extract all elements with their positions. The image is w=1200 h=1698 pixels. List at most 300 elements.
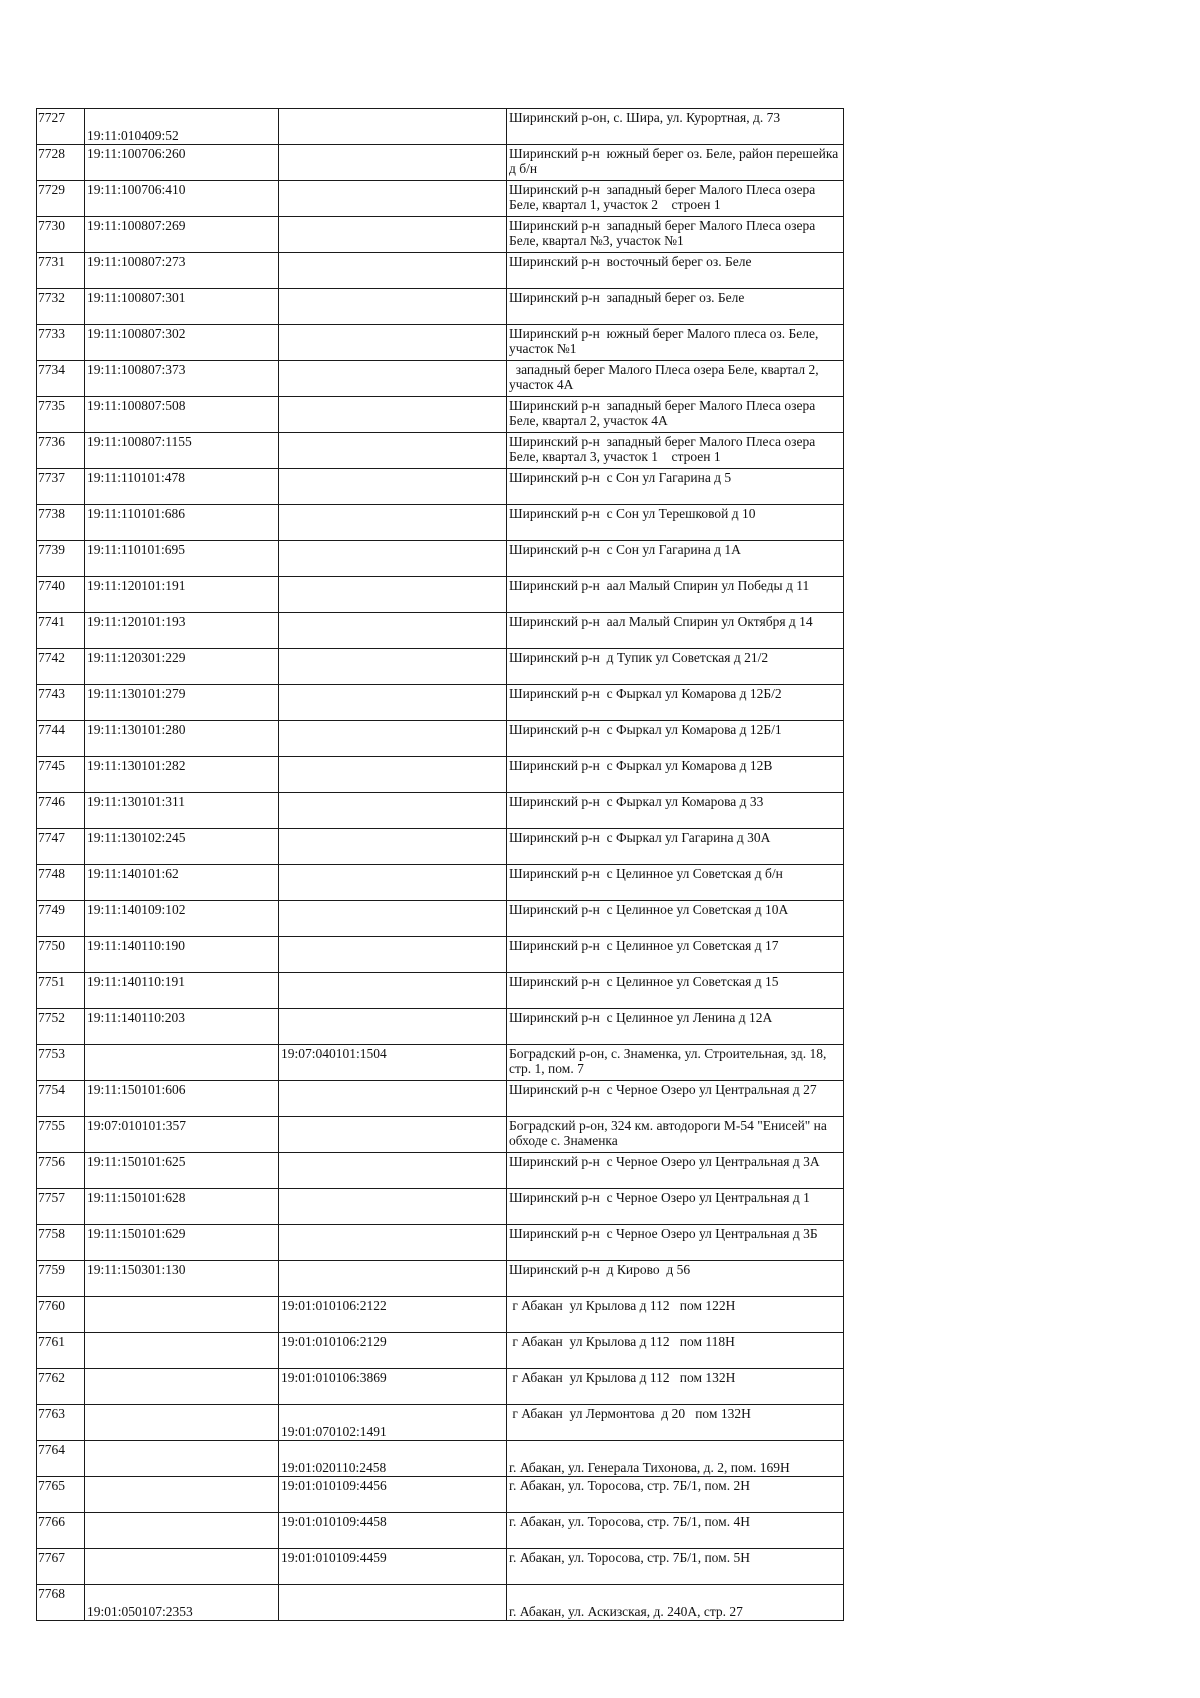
cadastral-number-alt-cell xyxy=(279,109,507,145)
address-cell xyxy=(507,649,844,685)
row-number-cell-text: 7760 xyxy=(38,1298,65,1313)
row-number-cell-text: 7741 xyxy=(38,614,65,629)
cadastral-number-alt-cell xyxy=(279,1117,507,1153)
address-cell xyxy=(507,109,844,145)
cadastral-number-cell xyxy=(85,685,279,721)
cadastral-number-alt-cell xyxy=(279,685,507,721)
cadastral-number-alt-cell xyxy=(279,649,507,685)
table-row xyxy=(37,1333,844,1369)
row-number-cell xyxy=(37,685,85,721)
table-row xyxy=(37,289,844,325)
row-number-cell xyxy=(37,1225,85,1261)
row-number-cell xyxy=(37,1477,85,1513)
cadastral-number-alt-cell xyxy=(279,253,507,289)
cadastral-number-cell xyxy=(85,1225,279,1261)
address-cell xyxy=(507,469,844,505)
row-number-cell xyxy=(37,1405,85,1441)
registry-table-body xyxy=(37,109,844,1621)
row-number-cell-text: 7748 xyxy=(38,866,65,881)
cadastral-number-cell xyxy=(85,145,279,181)
table-row xyxy=(37,253,844,289)
row-number-cell-text: 7766 xyxy=(38,1514,65,1529)
table-row xyxy=(37,793,844,829)
address-cell-text: г Абакан ул Крылова д 112 пом 132Н xyxy=(509,1370,736,1385)
cadastral-number-alt-cell xyxy=(279,1261,507,1297)
row-number-cell xyxy=(37,901,85,937)
address-cell xyxy=(507,901,844,937)
address-cell-text: Ширинский р-н с Черное Озеро ул Центральная д 3Б xyxy=(509,1226,818,1241)
table-row xyxy=(37,1045,844,1081)
cadastral-number-cell-text: 19:11:110101:478 xyxy=(87,470,186,485)
cadastral-number-alt-cell xyxy=(279,289,507,325)
address-cell-text: г Абакан ул Лермонтова д 20 пом 132Н xyxy=(509,1406,751,1421)
address-cell xyxy=(507,865,844,901)
table-row xyxy=(37,181,844,217)
cadastral-number-alt-cell-text: 19:01:020110:2458 xyxy=(281,1460,387,1475)
cadastral-number-cell-text: 19:11:100807:301 xyxy=(87,290,186,305)
address-cell xyxy=(507,685,844,721)
cadastral-number-cell xyxy=(85,829,279,865)
cadastral-number-alt-cell xyxy=(279,1153,507,1189)
row-number-cell xyxy=(37,1189,85,1225)
cadastral-number-alt-cell xyxy=(279,1441,507,1477)
cadastral-number-cell xyxy=(85,793,279,829)
cadastral-number-cell-text: 19:11:140101:62 xyxy=(87,866,179,881)
address-cell xyxy=(507,361,844,397)
address-cell-text: Ширинский р-н аал Малый Спирин ул Победы д 11 xyxy=(509,578,810,593)
table-row xyxy=(37,973,844,1009)
row-number-cell-text: 7767 xyxy=(38,1550,65,1565)
table-row xyxy=(37,1189,844,1225)
row-number-cell-text: 7768 xyxy=(38,1586,65,1601)
cadastral-number-cell xyxy=(85,613,279,649)
address-cell xyxy=(507,1477,844,1513)
cadastral-number-cell-text: 19:11:140109:102 xyxy=(87,902,186,917)
cadastral-number-cell xyxy=(85,1117,279,1153)
cadastral-number-cell-text: 19:11:100807:373 xyxy=(87,362,186,377)
row-number-cell-text: 7744 xyxy=(38,722,65,737)
address-cell-text: Ширинский р-н с Черное Озеро ул Центральная д 3А xyxy=(509,1154,820,1169)
address-cell xyxy=(507,1117,844,1153)
table-row xyxy=(37,145,844,181)
cadastral-number-alt-cell xyxy=(279,1045,507,1081)
row-number-cell xyxy=(37,1549,85,1585)
cadastral-number-cell xyxy=(85,1441,279,1477)
row-number-cell xyxy=(37,1153,85,1189)
table-row xyxy=(37,613,844,649)
address-cell xyxy=(507,937,844,973)
row-number-cell xyxy=(37,361,85,397)
address-cell xyxy=(507,181,844,217)
address-cell xyxy=(507,1585,844,1621)
cadastral-number-cell xyxy=(85,1009,279,1045)
cadastral-number-cell xyxy=(85,649,279,685)
row-number-cell xyxy=(37,1369,85,1405)
row-number-cell-text: 7753 xyxy=(38,1046,65,1061)
row-number-cell-text: 7735 xyxy=(38,398,65,413)
cadastral-number-cell-text: 19:11:130102:245 xyxy=(87,830,186,845)
cadastral-number-alt-cell xyxy=(279,901,507,937)
row-number-cell xyxy=(37,973,85,1009)
cadastral-number-cell xyxy=(85,577,279,613)
address-cell xyxy=(507,793,844,829)
cadastral-number-cell xyxy=(85,937,279,973)
address-cell-text: Ширинский р-н с Сон ул Терешковой д 10 xyxy=(509,506,756,521)
row-number-cell xyxy=(37,1333,85,1369)
address-cell-text: Ширинский р-н с Целинное ул Советская д 15 xyxy=(509,974,779,989)
cadastral-number-alt-cell xyxy=(279,1585,507,1621)
row-number-cell xyxy=(37,937,85,973)
row-number-cell xyxy=(37,109,85,145)
row-number-cell-text: 7738 xyxy=(38,506,65,521)
table-row xyxy=(37,577,844,613)
table-row xyxy=(37,721,844,757)
cadastral-number-cell-text: 19:01:050107:2353 xyxy=(87,1604,193,1619)
address-cell xyxy=(507,1369,844,1405)
cadastral-number-alt-cell xyxy=(279,469,507,505)
row-number-cell xyxy=(37,613,85,649)
address-cell-text: Ширинский р-н с Сон ул Гагарина д 1А xyxy=(509,542,741,557)
cadastral-number-alt-cell xyxy=(279,865,507,901)
cadastral-number-cell xyxy=(85,1189,279,1225)
address-cell-text: Боградский р-он, 324 км. автодороги М-54 "Енисей" на обходе с. Знаменка xyxy=(509,1118,831,1148)
table-row xyxy=(37,1261,844,1297)
row-number-cell-text: 7754 xyxy=(38,1082,65,1097)
address-cell xyxy=(507,1189,844,1225)
cadastral-number-alt-cell-text: 19:01:010109:4459 xyxy=(281,1550,387,1565)
row-number-cell-text: 7750 xyxy=(38,938,65,953)
table-row xyxy=(37,1369,844,1405)
address-cell xyxy=(507,577,844,613)
table-row xyxy=(37,865,844,901)
address-cell-text: Ширинский р-н с Черное Озеро ул Центральная д 27 xyxy=(509,1082,817,1097)
row-number-cell-text: 7732 xyxy=(38,290,65,305)
cadastral-number-alt-cell-text: 19:01:010106:2122 xyxy=(281,1298,387,1313)
address-cell-text: Ширинский р-н аал Малый Спирин ул Октября д 14 xyxy=(509,614,813,629)
row-number-cell xyxy=(37,1585,85,1621)
row-number-cell-text: 7731 xyxy=(38,254,65,269)
table-row xyxy=(37,397,844,433)
address-cell xyxy=(507,217,844,253)
row-number-cell-text: 7759 xyxy=(38,1262,65,1277)
address-cell xyxy=(507,505,844,541)
row-number-cell xyxy=(37,1009,85,1045)
row-number-cell xyxy=(37,541,85,577)
row-number-cell xyxy=(37,1441,85,1477)
cadastral-number-alt-cell-text: 19:01:010106:3869 xyxy=(281,1370,387,1385)
address-cell-text: Ширинский р-н с Фыркал ул Комарова д 33 xyxy=(509,794,764,809)
cadastral-number-alt-cell-text: 19:01:070102:1491 xyxy=(281,1424,387,1439)
row-number-cell xyxy=(37,793,85,829)
address-cell xyxy=(507,1333,844,1369)
row-number-cell-text: 7737 xyxy=(38,470,65,485)
cadastral-number-cell xyxy=(85,505,279,541)
address-cell xyxy=(507,433,844,469)
table-row xyxy=(37,685,844,721)
cadastral-number-alt-cell xyxy=(279,1225,507,1261)
address-cell xyxy=(507,1081,844,1117)
address-cell-text: Ширинский р-н южный берег оз. Беле, район перешейка д б/н xyxy=(509,146,845,176)
cadastral-number-alt-cell xyxy=(279,181,507,217)
cadastral-number-alt-cell xyxy=(279,757,507,793)
table-row xyxy=(37,1477,844,1513)
cadastral-number-cell xyxy=(85,397,279,433)
cadastral-number-alt-cell xyxy=(279,1477,507,1513)
cadastral-number-alt-cell xyxy=(279,937,507,973)
cadastral-number-alt-cell xyxy=(279,1297,507,1333)
table-row xyxy=(37,1513,844,1549)
table-row xyxy=(37,433,844,469)
row-number-cell-text: 7740 xyxy=(38,578,65,593)
table-row xyxy=(37,217,844,253)
cadastral-number-cell-text: 19:11:130101:282 xyxy=(87,758,186,773)
address-cell-text: западный берег Малого Плеса озера Беле, квартал 2, участок 4А xyxy=(509,362,822,392)
cadastral-number-cell-text: 19:11:130101:280 xyxy=(87,722,186,737)
address-cell xyxy=(507,829,844,865)
address-cell-text: Ширинский р-н западный берег Малого Плеса озера Беле, квартал 1, участок 2 строен 1 xyxy=(509,182,819,212)
cadastral-number-cell xyxy=(85,217,279,253)
address-cell xyxy=(507,1261,844,1297)
row-number-cell-text: 7746 xyxy=(38,794,65,809)
address-cell xyxy=(507,1045,844,1081)
cadastral-number-cell xyxy=(85,721,279,757)
cadastral-number-alt-cell xyxy=(279,973,507,1009)
cadastral-number-alt-cell-text: 19:01:010109:4456 xyxy=(281,1478,387,1493)
cadastral-number-cell xyxy=(85,1261,279,1297)
cadastral-number-cell xyxy=(85,433,279,469)
cadastral-number-cell-text: 19:11:100807:269 xyxy=(87,218,186,233)
cadastral-number-cell xyxy=(85,901,279,937)
row-number-cell xyxy=(37,577,85,613)
address-cell xyxy=(507,1441,844,1477)
address-cell-text: Ширинский р-н с Целинное ул Советская д 10А xyxy=(509,902,789,917)
row-number-cell-text: 7733 xyxy=(38,326,65,341)
row-number-cell-text: 7734 xyxy=(38,362,65,377)
cadastral-number-alt-cell xyxy=(279,1369,507,1405)
address-cell xyxy=(507,613,844,649)
cadastral-number-cell xyxy=(85,109,279,145)
address-cell-text: Ширинский р-н южный берег Малого плеса оз. Беле, участок №1 xyxy=(509,326,822,356)
row-number-cell xyxy=(37,649,85,685)
cadastral-number-cell xyxy=(85,181,279,217)
table-row xyxy=(37,1405,844,1441)
row-number-cell-text: 7751 xyxy=(38,974,65,989)
address-cell-text: Ширинский р-н западный берег Малого Плеса озера Беле, квартал 3, участок 1 строен 1 xyxy=(509,434,819,464)
cadastral-number-alt-cell xyxy=(279,361,507,397)
cadastral-number-cell-text: 19:11:150301:130 xyxy=(87,1262,186,1277)
address-cell-text: Боградский р-он, с. Знаменка, ул. Строительная, зд. 18, стр. 1, пом. 7 xyxy=(509,1046,830,1076)
address-cell xyxy=(507,541,844,577)
cadastral-number-alt-cell xyxy=(279,1081,507,1117)
cadastral-number-alt-cell xyxy=(279,433,507,469)
cadastral-number-alt-cell-text: 19:01:010106:2129 xyxy=(281,1334,387,1349)
address-cell-text: г. Абакан, ул. Торосова, стр. 7Б/1, пом. 2Н xyxy=(509,1478,750,1493)
address-cell-text: Ширинский р-н с Целинное ул Советская д 17 xyxy=(509,938,779,953)
address-cell xyxy=(507,1513,844,1549)
cadastral-number-cell xyxy=(85,1477,279,1513)
address-cell xyxy=(507,289,844,325)
cadastral-number-cell-text: 19:11:100807:273 xyxy=(87,254,186,269)
cadastral-number-cell-text: 19:11:150101:606 xyxy=(87,1082,186,1097)
cadastral-number-alt-cell xyxy=(279,505,507,541)
cadastral-number-cell-text: 19:11:110101:686 xyxy=(87,506,186,521)
address-cell-text: Ширинский р-н западный берег оз. Беле xyxy=(509,290,745,305)
row-number-cell xyxy=(37,217,85,253)
cadastral-number-cell-text: 19:07:010101:357 xyxy=(87,1118,187,1133)
cadastral-number-cell-text: 19:11:150101:625 xyxy=(87,1154,186,1169)
address-cell-text: Ширинский р-н восточный берег оз. Беле xyxy=(509,254,752,269)
row-number-cell xyxy=(37,253,85,289)
row-number-cell-text: 7729 xyxy=(38,182,65,197)
address-cell xyxy=(507,1009,844,1045)
row-number-cell xyxy=(37,1513,85,1549)
address-cell xyxy=(507,1549,844,1585)
row-number-cell-text: 7758 xyxy=(38,1226,65,1241)
address-cell-text: Ширинский р-н с Черное Озеро ул Центральная д 1 xyxy=(509,1190,810,1205)
table-row xyxy=(37,505,844,541)
address-cell xyxy=(507,1405,844,1441)
address-cell-text: Ширинский р-н с Фыркал ул Комарова д 12В xyxy=(509,758,773,773)
cadastral-number-cell-text: 19:11:110101:695 xyxy=(87,542,186,557)
address-cell-text: Ширинский р-н западный берег Малого Плеса озера Беле, квартал 2, участок 4А xyxy=(509,398,819,428)
address-cell-text: Ширинский р-н с Фыркал ул Комарова д 12Б/1 xyxy=(509,722,782,737)
row-number-cell-text: 7743 xyxy=(38,686,65,701)
cadastral-number-cell xyxy=(85,253,279,289)
address-cell xyxy=(507,397,844,433)
address-cell-text: Ширинский р-н с Фыркал ул Гагарина д 30А xyxy=(509,830,771,845)
cadastral-number-cell xyxy=(85,757,279,793)
cadastral-number-cell xyxy=(85,1045,279,1081)
cadastral-number-cell-text: 19:11:100807:302 xyxy=(87,326,186,341)
address-cell xyxy=(507,721,844,757)
row-number-cell xyxy=(37,325,85,361)
row-number-cell-text: 7742 xyxy=(38,650,65,665)
cadastral-number-cell xyxy=(85,361,279,397)
address-cell-text: г. Абакан, ул. Торосова, стр. 7Б/1, пом. 4Н xyxy=(509,1514,750,1529)
table-row xyxy=(37,649,844,685)
table-row xyxy=(37,1549,844,1585)
table-row xyxy=(37,109,844,145)
table-row xyxy=(37,1009,844,1045)
cadastral-number-cell xyxy=(85,1333,279,1369)
row-number-cell xyxy=(37,865,85,901)
table-row xyxy=(37,937,844,973)
cadastral-number-cell xyxy=(85,1405,279,1441)
cadastral-number-alt-cell xyxy=(279,217,507,253)
row-number-cell xyxy=(37,145,85,181)
registry-table xyxy=(36,108,844,1621)
cadastral-number-alt-cell-text: 19:01:010109:4458 xyxy=(281,1514,387,1529)
cadastral-number-cell-text: 19:11:100706:260 xyxy=(87,146,186,161)
cadastral-number-alt-cell xyxy=(279,721,507,757)
cadastral-number-alt-cell xyxy=(279,577,507,613)
row-number-cell-text: 7727 xyxy=(38,110,65,125)
row-number-cell xyxy=(37,1081,85,1117)
row-number-cell xyxy=(37,433,85,469)
cadastral-number-alt-cell xyxy=(279,793,507,829)
table-row xyxy=(37,361,844,397)
table-row xyxy=(37,1441,844,1477)
cadastral-number-cell-text: 19:11:140110:191 xyxy=(87,974,186,989)
table-row xyxy=(37,1585,844,1621)
table-row xyxy=(37,1225,844,1261)
address-cell-text: Ширинский р-он, с. Шира, ул. Курортная, д. 73 xyxy=(509,110,781,125)
cadastral-number-cell xyxy=(85,1369,279,1405)
cadastral-number-cell-text: 19:11:120101:191 xyxy=(87,578,186,593)
row-number-cell-text: 7752 xyxy=(38,1010,65,1025)
cadastral-number-cell xyxy=(85,469,279,505)
address-cell-text: г Абакан ул Крылова д 112 пом 118Н xyxy=(509,1334,735,1349)
cadastral-number-cell xyxy=(85,1153,279,1189)
row-number-cell xyxy=(37,469,85,505)
address-cell xyxy=(507,1297,844,1333)
cadastral-number-cell xyxy=(85,1513,279,1549)
address-cell xyxy=(507,757,844,793)
table-row xyxy=(37,1297,844,1333)
cadastral-number-cell xyxy=(85,1549,279,1585)
row-number-cell-text: 7757 xyxy=(38,1190,65,1205)
cadastral-number-cell xyxy=(85,541,279,577)
row-number-cell-text: 7763 xyxy=(38,1406,65,1421)
cadastral-number-cell xyxy=(85,865,279,901)
cadastral-number-cell-text: 19:11:010409:52 xyxy=(87,128,179,143)
cadastral-number-cell-text: 19:11:100807:508 xyxy=(87,398,186,413)
row-number-cell xyxy=(37,1261,85,1297)
row-number-cell xyxy=(37,1045,85,1081)
table-row xyxy=(37,829,844,865)
cadastral-number-alt-cell xyxy=(279,1333,507,1369)
cadastral-number-cell-text: 19:11:100807:1155 xyxy=(87,434,192,449)
table-row xyxy=(37,1081,844,1117)
address-cell xyxy=(507,1153,844,1189)
cadastral-number-cell-text: 19:11:120301:229 xyxy=(87,650,186,665)
address-cell xyxy=(507,973,844,1009)
row-number-cell-text: 7765 xyxy=(38,1478,65,1493)
cadastral-number-alt-cell xyxy=(279,1009,507,1045)
cadastral-number-cell-text: 19:11:100706:410 xyxy=(87,182,186,197)
cadastral-number-cell-text: 19:11:140110:203 xyxy=(87,1010,186,1025)
table-row xyxy=(37,541,844,577)
cadastral-number-cell-text: 19:11:140110:190 xyxy=(87,938,186,953)
cadastral-number-cell xyxy=(85,289,279,325)
address-cell xyxy=(507,325,844,361)
cadastral-number-alt-cell xyxy=(279,1513,507,1549)
row-number-cell-text: 7761 xyxy=(38,1334,65,1349)
cadastral-number-alt-cell xyxy=(279,1549,507,1585)
address-cell-text: Ширинский р-н западный берег Малого Плеса озера Беле, квартал №3, участок №1 xyxy=(509,218,822,248)
row-number-cell-text: 7736 xyxy=(38,434,65,449)
row-number-cell xyxy=(37,181,85,217)
table-row xyxy=(37,1153,844,1189)
cadastral-number-alt-cell xyxy=(279,325,507,361)
row-number-cell-text: 7730 xyxy=(38,218,65,233)
address-cell-text: г. Абакан, ул. Генерала Тихонова, д. 2, пом. 169Н xyxy=(509,1460,790,1475)
cadastral-number-alt-cell-text: 19:07:040101:1504 xyxy=(281,1046,387,1061)
row-number-cell-text: 7749 xyxy=(38,902,65,917)
cadastral-number-alt-cell xyxy=(279,397,507,433)
cadastral-number-cell-text: 19:11:130101:311 xyxy=(87,794,186,809)
row-number-cell-text: 7739 xyxy=(38,542,65,557)
address-cell-text: Ширинский р-н с Сон ул Гагарина д 5 xyxy=(509,470,732,485)
row-number-cell xyxy=(37,1297,85,1333)
row-number-cell xyxy=(37,289,85,325)
table-row xyxy=(37,757,844,793)
row-number-cell xyxy=(37,505,85,541)
cadastral-number-cell-text: 19:11:120101:193 xyxy=(87,614,186,629)
address-cell xyxy=(507,1225,844,1261)
address-cell-text: г. Абакан, ул. Аскизская, д. 240А, стр. 27 xyxy=(509,1604,743,1619)
address-cell-text: г. Абакан, ул. Торосова, стр. 7Б/1, пом. 5Н xyxy=(509,1550,750,1565)
